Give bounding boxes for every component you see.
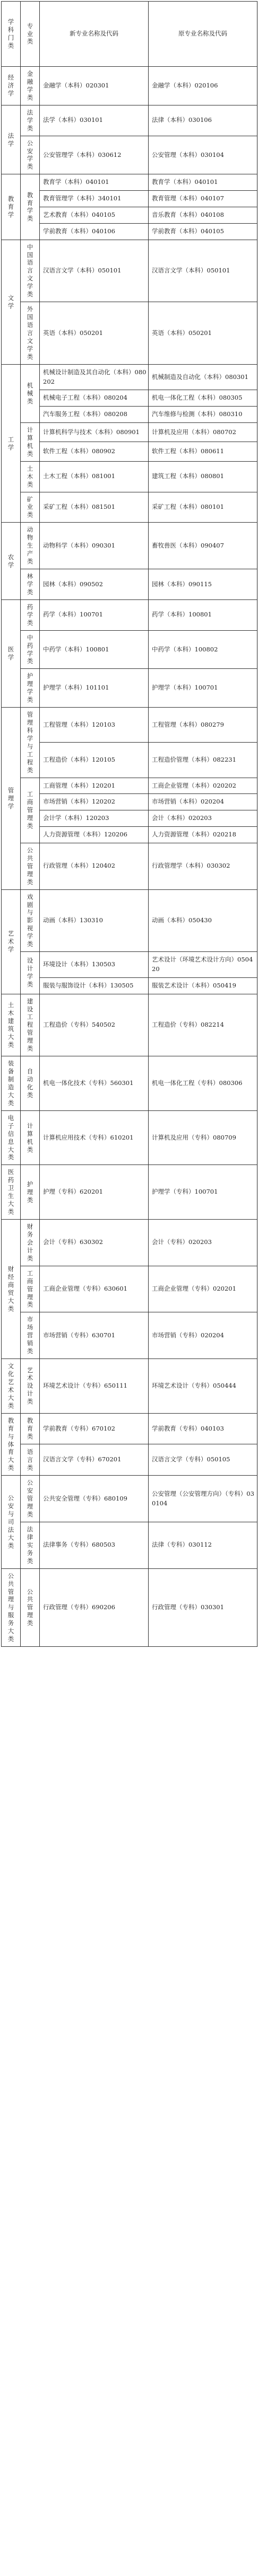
table-row [2, 105, 257, 136]
major-class-cell: 公安管理类 [21, 1476, 40, 1522]
major-class-cell: 土木类 [21, 461, 40, 492]
header-old-major: 原专业名称及代码 [149, 2, 257, 67]
old-major-cell: 英语（本科）050201 [149, 302, 257, 365]
new-major-cell: 人力资源管理（本科）120206 [40, 827, 149, 843]
category-cell: 公共管理与服务大类 [2, 1568, 21, 1646]
table-row [2, 743, 257, 778]
new-major-cell: 艺术教育（本科）040105 [40, 207, 149, 223]
table-row [2, 240, 257, 302]
table-row [2, 136, 257, 174]
major-class-cell: 动物生产类 [21, 523, 40, 569]
major-class-cell: 工商管理类 [21, 778, 40, 843]
new-major-cell: 护理（专科）620201 [40, 1165, 149, 1220]
major-class-cell: 金融学类 [21, 67, 40, 105]
table-row [2, 977, 257, 994]
old-major-cell: 动画（本科）050430 [149, 889, 257, 952]
major-class-cell: 计算机类 [21, 1110, 40, 1165]
category-cell: 法学 [2, 105, 21, 174]
new-major-cell: 英语（本科）050201 [40, 302, 149, 365]
table-row [2, 1444, 257, 1476]
old-major-cell: 会计（本科）020203 [149, 810, 257, 827]
old-major-cell: 中药学（本科）100802 [149, 630, 257, 669]
new-major-cell: 采矿工程（本科）081501 [40, 492, 149, 523]
new-major-cell: 计算机应用技术（专科）610201 [40, 1110, 149, 1165]
table-row [2, 492, 257, 523]
old-major-cell: 汽车维修与检测（本科）080310 [149, 407, 257, 423]
old-major-cell: 机电一体化工程（专科）080306 [149, 1056, 257, 1111]
table-row [2, 1476, 257, 1522]
old-major-cell: 药学（本科）100801 [149, 599, 257, 630]
old-major-cell: 教育管理（本科）040107 [149, 191, 257, 207]
table-row [2, 810, 257, 827]
new-major-cell: 机电一体化技术（专科）560301 [40, 1056, 149, 1111]
major-class-cell: 语言类 [21, 1444, 40, 1476]
category-cell: 农学 [2, 523, 21, 600]
major-class-cell: 计算机类 [21, 422, 40, 461]
table-row [2, 174, 257, 191]
table-row [2, 1165, 257, 1220]
new-major-cell: 环境艺术设计（专科）650111 [40, 1359, 149, 1414]
category-cell: 经济学 [2, 67, 21, 105]
new-major-cell: 护理学（本科）101101 [40, 669, 149, 708]
new-major-cell: 工程造价（专科）540502 [40, 994, 149, 1056]
old-major-cell: 教育学（本科）040101 [149, 174, 257, 191]
new-major-cell: 汉语言文学（专科）670201 [40, 1444, 149, 1476]
old-major-cell: 工商企业管理（本科）020202 [149, 778, 257, 794]
table-row [2, 889, 257, 952]
category-cell: 财经商贸大类 [2, 1220, 21, 1359]
category-cell: 管理学 [2, 708, 21, 889]
major-class-cell: 护理学类 [21, 669, 40, 708]
major-class-cell: 护理类 [21, 1165, 40, 1220]
old-major-cell: 机械制造及自动化（本科）080301 [149, 364, 257, 390]
old-major-cell: 人力资源管理（本科）020218 [149, 827, 257, 843]
new-major-cell: 会计（专科）630302 [40, 1220, 149, 1266]
new-major-cell: 教育学（本科）040101 [40, 174, 149, 191]
table-row [2, 1220, 257, 1266]
new-major-cell: 服装与服饰设计（本科）130505 [40, 977, 149, 994]
table-row [2, 827, 257, 843]
category-cell: 文化艺术大类 [2, 1359, 21, 1414]
table-row [2, 843, 257, 889]
table-row [2, 1522, 257, 1568]
category-cell: 公安与司法大类 [2, 1476, 21, 1568]
old-major-cell: 建筑工程（本科）080801 [149, 461, 257, 492]
new-major-cell: 公安管理学（本科）030612 [40, 136, 149, 174]
major-class-cell: 市场营销类 [21, 1312, 40, 1359]
header-major-class: 专业类 [21, 2, 40, 67]
old-major-cell: 护理学（专科）100701 [149, 1165, 257, 1220]
table-row [2, 191, 257, 207]
old-major-cell: 环境艺术设计（专科）050444 [149, 1359, 257, 1414]
table-row [2, 1413, 257, 1444]
new-major-cell: 学前教育（本科）040106 [40, 223, 149, 240]
old-major-cell: 学前教育（本科）040105 [149, 223, 257, 240]
header-category: 学科门类 [2, 2, 21, 67]
old-major-cell: 公安管理（公安管理方向）（专科）030104 [149, 1476, 257, 1522]
new-major-cell: 行政管理（专科）690206 [40, 1568, 149, 1646]
major-class-cell: 戏剧与影视学类 [21, 889, 40, 952]
old-major-cell: 工程造价管理（本科）082231 [149, 743, 257, 778]
new-major-cell: 市场营销（本科）120202 [40, 794, 149, 810]
old-major-cell: 计算机及应用（本科）080702 [149, 422, 257, 442]
new-major-cell: 机械设计制造及其自动化（本科）080202 [40, 364, 149, 390]
table-row [2, 390, 257, 407]
old-major-cell: 园林（本科）090115 [149, 569, 257, 600]
major-class-cell: 法律实务类 [21, 1522, 40, 1568]
new-major-cell: 工商企业管理（专科）630601 [40, 1266, 149, 1312]
table-row [2, 778, 257, 794]
table-row [2, 1312, 257, 1359]
major-class-cell: 艺术设计类 [21, 1359, 40, 1414]
old-major-cell: 工商企业管理（专科）020201 [149, 1266, 257, 1312]
old-major-cell: 汉语言文学（专科）050105 [149, 1444, 257, 1476]
category-cell: 医药卫生大类 [2, 1165, 21, 1220]
new-major-cell: 会计学（本科）120203 [40, 810, 149, 827]
old-major-cell: 畜牧兽医（本科）090407 [149, 523, 257, 569]
old-major-cell: 采矿工程（本科）080101 [149, 492, 257, 523]
old-major-cell: 行政管理学（本科）030302 [149, 843, 257, 889]
major-class-cell: 外国语言文学类 [21, 302, 40, 365]
category-cell: 电子信息大类 [2, 1110, 21, 1165]
major-class-cell: 设计学类 [21, 952, 40, 994]
table-row [2, 1568, 257, 1646]
table-row [2, 461, 257, 492]
old-major-cell: 金融学（本科）020106 [149, 67, 257, 105]
new-major-cell: 动物科学（本科）090301 [40, 523, 149, 569]
old-major-cell: 机电一体化工程（本科）080305 [149, 390, 257, 407]
major-class-cell: 管理科学与工程类 [21, 708, 40, 778]
header-new-major: 新专业名称及代码 [40, 2, 149, 67]
table-row [2, 569, 257, 600]
major-class-cell: 教育类 [21, 1413, 40, 1444]
major-class-cell: 机械类 [21, 364, 40, 422]
major-class-cell: 建设工程管理类 [21, 994, 40, 1056]
new-major-cell: 市场营销（专科）630701 [40, 1312, 149, 1359]
old-major-cell: 法律（专科）030112 [149, 1522, 257, 1568]
old-major-cell: 软件工程（本科）080611 [149, 442, 257, 461]
table-row [2, 994, 257, 1056]
category-cell: 文学 [2, 240, 21, 364]
table-row [2, 794, 257, 810]
major-class-cell: 林学类 [21, 569, 40, 600]
old-major-cell: 学前教育（专科）040103 [149, 1413, 257, 1444]
table-row [2, 407, 257, 423]
category-cell: 教育与体育大类 [2, 1413, 21, 1476]
old-major-cell: 音乐教育（本科）040108 [149, 207, 257, 223]
table-row [2, 599, 257, 630]
table-row [2, 207, 257, 223]
table-row [2, 67, 257, 105]
new-major-cell: 工程造价（本科）120105 [40, 743, 149, 778]
table-row [2, 302, 257, 365]
major-class-cell: 自动化类 [21, 1056, 40, 1111]
new-major-cell: 动画（本科）130310 [40, 889, 149, 952]
table-row [2, 1359, 257, 1414]
old-major-cell: 汉语言文学（本科）050101 [149, 240, 257, 302]
new-major-cell: 计算机科学与技术（本科）080901 [40, 422, 149, 442]
new-major-cell: 公共安全管理（专科）680109 [40, 1476, 149, 1522]
old-major-cell: 市场营销（本科）020204 [149, 794, 257, 810]
table-body [2, 67, 257, 1647]
table-row [2, 952, 257, 978]
new-major-cell: 汽车服务工程（本科）080208 [40, 407, 149, 423]
table-row [2, 422, 257, 442]
major-class-cell: 公共管理类 [21, 843, 40, 889]
major-class-cell: 财务会计类 [21, 1220, 40, 1266]
header-row [2, 2, 257, 67]
new-major-cell: 园林（本科）090502 [40, 569, 149, 600]
major-class-cell: 中药学类 [21, 630, 40, 669]
major-class-cell: 中国语言文学类 [21, 240, 40, 302]
table-row [2, 1110, 257, 1165]
major-class-cell: 药学类 [21, 599, 40, 630]
table-row [2, 708, 257, 743]
table-row [2, 630, 257, 669]
category-cell: 艺术学 [2, 889, 21, 994]
old-major-cell: 行政管理（专科）030301 [149, 1568, 257, 1646]
table-row [2, 523, 257, 569]
major-class-cell: 公共管理类 [21, 1568, 40, 1646]
table-row [2, 1056, 257, 1111]
table-row [2, 223, 257, 240]
major-class-cell: 教育学类 [21, 174, 40, 240]
old-major-cell: 公安管理（本科）030104 [149, 136, 257, 174]
new-major-cell: 汉语言文学（本科）050101 [40, 240, 149, 302]
major-class-cell: 公安学类 [21, 136, 40, 174]
major-class-cell: 工商管理类 [21, 1266, 40, 1312]
table-row [2, 442, 257, 461]
new-major-cell: 药学（本科）100701 [40, 599, 149, 630]
old-major-cell: 工程管理（本科）080279 [149, 708, 257, 743]
new-major-cell: 机械电子工程（本科）080204 [40, 390, 149, 407]
new-major-cell: 中药学（本科）100801 [40, 630, 149, 669]
table-row [2, 669, 257, 708]
new-major-cell: 法学（本科）030101 [40, 105, 149, 136]
major-class-cell: 法学类 [21, 105, 40, 136]
old-major-cell: 法律（本科）030106 [149, 105, 257, 136]
new-major-cell: 行政管理（本科）120402 [40, 843, 149, 889]
table-row [2, 1266, 257, 1312]
category-cell: 教育学 [2, 174, 21, 240]
old-major-cell: 工程造价（专科）082214 [149, 994, 257, 1056]
new-major-cell: 土木工程（本科）081001 [40, 461, 149, 492]
new-major-cell: 法律事务（专科）680503 [40, 1522, 149, 1568]
old-major-cell: 艺术设计（环境艺术设计方向）050420 [149, 952, 257, 978]
category-cell: 医学 [2, 599, 21, 707]
old-major-cell: 会计（专科）020203 [149, 1220, 257, 1266]
major-mapping-table [1, 1, 257, 1647]
old-major-cell: 服装艺术设计（本科）050419 [149, 977, 257, 994]
new-major-cell: 工程管理（本科）120103 [40, 708, 149, 743]
new-major-cell: 软件工程（本科）080902 [40, 442, 149, 461]
old-major-cell: 计算机及应用（专科）080709 [149, 1110, 257, 1165]
old-major-cell: 市场营销（专科）020204 [149, 1312, 257, 1359]
new-major-cell: 金融学（本科）020301 [40, 67, 149, 105]
category-cell: 工学 [2, 364, 21, 523]
new-major-cell: 教育管理学（本科）340101 [40, 191, 149, 207]
new-major-cell: 工商管理（本科）120201 [40, 778, 149, 794]
old-major-cell: 护理学（本科）100701 [149, 669, 257, 708]
category-cell: 土木建筑大类 [2, 994, 21, 1056]
new-major-cell: 学前教育（专科）670102 [40, 1413, 149, 1444]
category-cell: 装备制造大类 [2, 1056, 21, 1111]
major-class-cell: 矿业类 [21, 492, 40, 523]
new-major-cell: 环境设计（本科）130503 [40, 952, 149, 978]
table-row [2, 364, 257, 390]
